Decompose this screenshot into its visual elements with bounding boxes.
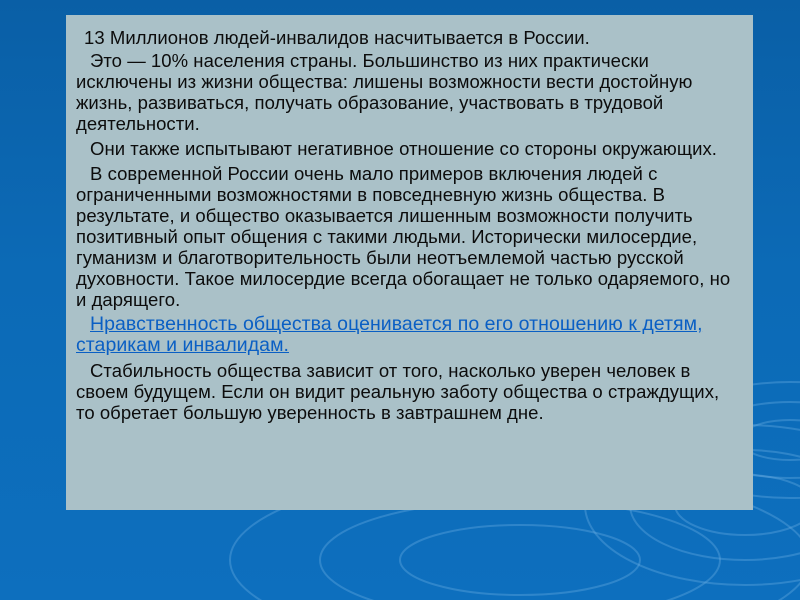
paragraph-negative-attitude: Они также испытывают негативное отношение со стороны окружающих. <box>90 138 717 159</box>
paragraph-statistic: 13 Миллионов людей-инвалидов насчитывается в России. <box>84 27 590 48</box>
paragraph-stability: Стабильность общества зависит от того, насколько уверен человек в своем будущем. Если он видит реальную заботу общества о страждущих, то обретает большую уверенность в завтрашнем дне. <box>76 360 720 423</box>
paragraph-modern-russia: В современной России очень мало примеров включения людей с ограниченными возможностями в повседневную жизнь общества. В результате, и общество оказывается лишенным возможности получить позитивный опыт общения с такими людьми. Исторически милосердие, гуманизм и благотворительность были неотъемлемой частью русской духовности. Такое милосердие всегда обогащает не только одаряемого, но и дарящего. <box>76 163 731 310</box>
text-box <box>66 15 753 510</box>
paragraph-share-of-population: Это — 10% населения страны. Большинство из них практически исключены из жизни общества: лишены возможности вести достойную жизнь, развиваться, получать образование, участвовать в трудовой деятельности. <box>76 50 693 134</box>
morality-hyperlink[interactable]: Нравственность общества оценивается по его отношению к детям, старикам и инвалидам. <box>76 313 703 356</box>
